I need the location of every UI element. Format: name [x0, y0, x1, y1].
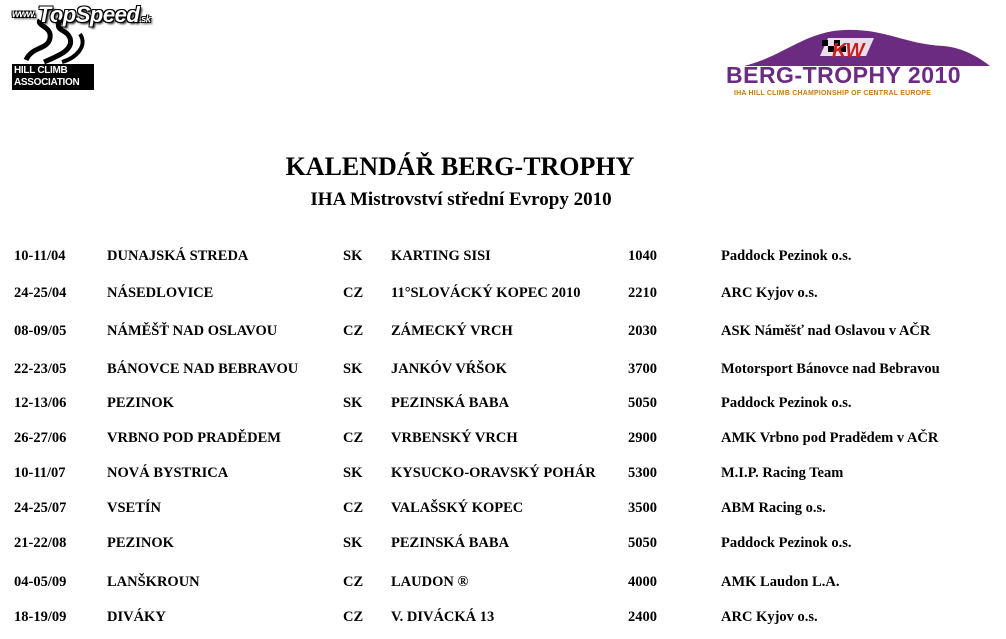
row-organizer: AMK Laudon L.A.: [721, 574, 840, 590]
watermark-suffix: .sk: [139, 14, 151, 24]
watermark-name: TopSpeed: [37, 2, 140, 27]
row-date: 21-22/08: [14, 535, 67, 551]
calendar-row: [0, 361, 1006, 381]
row-length: 2210: [628, 285, 657, 301]
row-length: 5300: [628, 465, 657, 481]
row-event: VALAŠSKÝ KOPEC: [391, 500, 524, 516]
row-length: 1040: [628, 248, 657, 264]
row-date: 22-23/05: [14, 361, 67, 377]
row-place: LANŠKROUN: [107, 574, 200, 590]
row-organizer: Paddock Pezinok o.s.: [721, 535, 852, 551]
calendar-row: [0, 285, 1006, 305]
row-date: 26-27/06: [14, 430, 67, 446]
row-date: 10-11/07: [14, 465, 66, 481]
row-length: 4000: [628, 574, 657, 590]
row-length: 2900: [628, 430, 657, 446]
calendar-row: [0, 248, 1006, 268]
row-length: 2030: [628, 323, 657, 339]
row-organizer: Paddock Pezinok o.s.: [721, 395, 852, 411]
row-event: JANKÓV VŔŠOK: [391, 361, 507, 377]
row-country: CZ: [343, 285, 364, 301]
row-length: 5050: [628, 535, 657, 551]
hill-climb-association-logo: [12, 10, 94, 102]
calendar-row: [0, 430, 1006, 450]
row-organizer: Paddock Pezinok o.s.: [721, 248, 852, 264]
berg-trophy-subtitle: IHA HILL CLIMB CHAMPIONSHIP OF CENTRAL EUROPE: [734, 90, 931, 97]
calendar-row: [0, 535, 1006, 555]
calendar-row: [0, 500, 1006, 520]
row-place: NOVÁ BYSTRICA: [107, 465, 229, 481]
row-date: 10-11/04: [14, 248, 66, 264]
calendar-row: [0, 574, 1006, 594]
calendar-row: [0, 395, 1006, 415]
row-length: 3500: [628, 500, 657, 516]
row-country: SK: [343, 535, 363, 551]
row-length: 5050: [628, 395, 657, 411]
hca-line-1: HILL CLIMB: [14, 65, 68, 76]
row-place: NÁSEDLOVICE: [107, 285, 214, 301]
row-date: 04-05/09: [14, 574, 67, 590]
row-organizer: ARC Kyjov o.s.: [721, 609, 818, 625]
row-place: PEZINOK: [107, 395, 174, 411]
kw-brand: KW: [832, 40, 864, 62]
row-event: 11°SLOVÁCKÝ KOPEC 2010: [391, 285, 581, 301]
row-date: 18-19/09: [14, 609, 67, 625]
row-organizer: AMK Vrbno pod Pradědem v AČR: [721, 430, 939, 446]
row-length: 3700: [628, 361, 657, 377]
row-event: ZÁMECKÝ VRCH: [391, 323, 513, 339]
row-country: SK: [343, 248, 363, 264]
row-organizer: M.I.P. Racing Team: [721, 465, 844, 481]
row-event: KYSUCKO-ORAVSKÝ POHÁR: [391, 465, 596, 481]
row-length: 2400: [628, 609, 657, 625]
row-country: CZ: [343, 574, 364, 590]
row-place: BÁNOVCE NAD BEBRAVOU: [107, 361, 299, 377]
row-country: SK: [343, 465, 363, 481]
page-title: KALENDÁŘ BERG-TROPHY: [285, 152, 635, 181]
hill-climb-swirl-icon: [18, 16, 90, 66]
calendar-row: [0, 609, 1006, 629]
row-event: VRBENSKÝ VRCH: [391, 430, 518, 446]
berg-trophy-logo: [724, 26, 994, 106]
row-place: DIVÁKY: [107, 609, 166, 625]
row-event: PEZINSKÁ BABA: [391, 395, 510, 411]
row-country: SK: [343, 361, 363, 377]
watermark-prefix: www.: [12, 9, 36, 20]
row-event: KARTING SISI: [391, 248, 491, 264]
row-country: CZ: [343, 500, 364, 516]
row-event: V. DIVÁCKÁ 13: [391, 609, 495, 625]
row-organizer: ASK Náměšť nad Oslavou v AČR: [721, 323, 931, 339]
row-organizer: Motorsport Bánovce nad Bebravou: [721, 361, 940, 377]
row-place: VSETÍN: [107, 500, 161, 516]
row-country: CZ: [343, 323, 364, 339]
hca-line-2: ASSOCIATION: [14, 77, 80, 88]
row-date: 12-13/06: [14, 395, 67, 411]
row-organizer: ABM Racing o.s.: [721, 500, 826, 516]
row-country: CZ: [343, 430, 364, 446]
row-date: 24-25/07: [14, 500, 67, 516]
row-country: CZ: [343, 609, 364, 625]
row-date: 24-25/04: [14, 285, 67, 301]
calendar-row: [0, 465, 1006, 485]
row-date: 08-09/05: [14, 323, 67, 339]
row-country: SK: [343, 395, 363, 411]
row-place: DUNAJSKÁ STREDA: [107, 248, 249, 264]
page-subtitle: IHA Mistrovství střední Evropy 2010: [310, 189, 612, 210]
row-event: LAUDON ®: [391, 574, 469, 590]
row-place: NÁMĚŠŤ NAD OSLAVOU: [107, 323, 278, 339]
row-place: PEZINOK: [107, 535, 174, 551]
calendar-row: [0, 323, 1006, 343]
row-event: PEZINSKÁ BABA: [391, 535, 510, 551]
row-organizer: ARC Kyjov o.s.: [721, 285, 818, 301]
row-place: VRBNO POD PRADĚDEM: [107, 430, 281, 446]
berg-trophy-title: BERG-TROPHY 2010: [726, 62, 962, 88]
